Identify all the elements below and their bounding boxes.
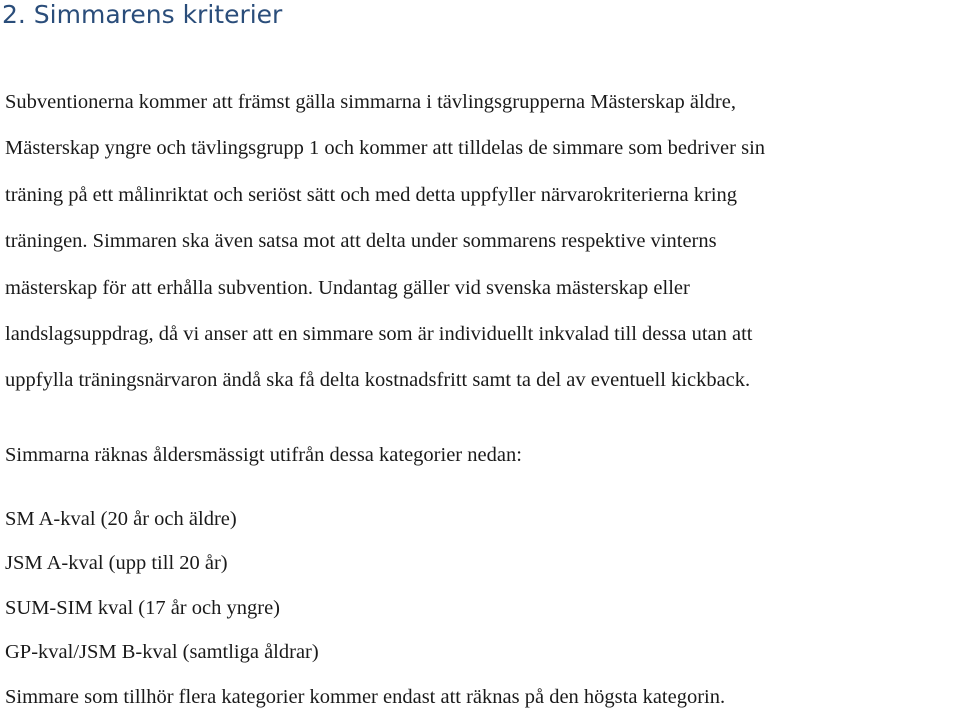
intro-paragraph xyxy=(5,79,765,404)
category-list xyxy=(5,504,725,726)
paragraph-line: landslagsuppdrag, då vi anser att en simmare som är individuellt inkvalad till dessa utan att xyxy=(5,323,753,346)
paragraph-line: träningen. Simmaren ska även satsa mot att delta under sommarens respektive vinterns xyxy=(5,230,717,253)
category-item: GP-kval/JSM B-kval (samtliga åldrar) xyxy=(5,641,319,664)
category-item: SM A-kval (20 år och äldre) xyxy=(5,508,237,530)
category-item: JSM A-kval (upp till 20 år) xyxy=(5,552,228,575)
section-heading: 2. Simmarens kriterier xyxy=(2,0,283,29)
paragraph-line: mästerskap för att erhålla subvention. Undantag gäller vid svenska mästerskap eller xyxy=(5,276,690,299)
paragraph-line: uppfylla träningsnärvaron ändå ska få delta kostnadsfritt samt ta del av eventuell kickback. xyxy=(5,369,751,392)
paragraph-line: Subventionerna kommer att främst gälla simmarna i tävlingsgrupperna Mästerskap äldre, xyxy=(5,91,736,113)
category-item: SUM-SIM kval (17 år och yngre) xyxy=(5,596,280,619)
paragraph-line: Mästerskap yngre och tävlingsgrupp 1 och kommer att tilldelas de simmare som bedriver sin xyxy=(5,137,766,160)
categories-intro: Simmarna räknas åldersmässigt utifrån dessa kategorier nedan: xyxy=(5,444,522,466)
paragraph-line: träning på ett målinriktat och seriöst sätt och med detta uppfyller närvarokriterierna kring xyxy=(5,183,738,206)
category-note: Simmare som tillhör flera kategorier kommer endast att räknas på den högsta kategorin. xyxy=(5,685,726,708)
